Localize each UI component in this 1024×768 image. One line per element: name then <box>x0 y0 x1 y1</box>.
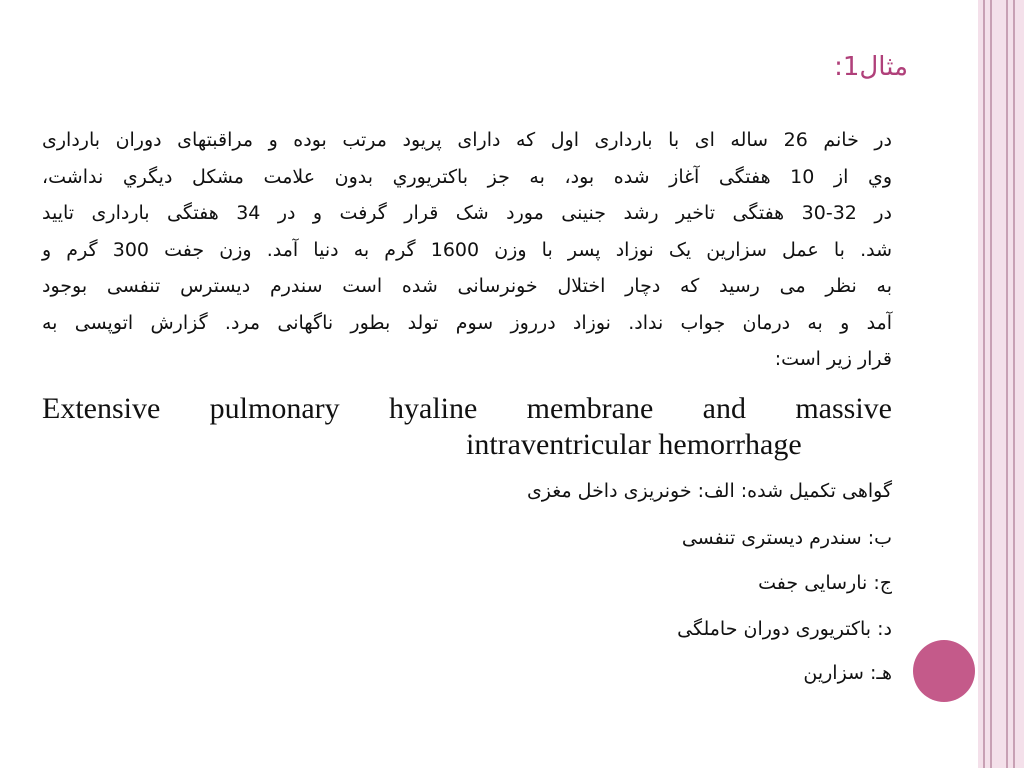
paragraph-line: شد. با عمل سزارین یک نوزاد پسر با وزن 1600 گرم به دنیا آمد. وزن جفت 300 گرم و <box>42 238 892 261</box>
option-d: د: باکتریوری دوران حاملگی <box>677 618 892 640</box>
paragraph-line: به نظر می رسید که دچار اختلال خونرسانی شده است سندرم دیسترس تنفسی بوجود <box>42 275 892 297</box>
option-c: ج: نارسایی جفت <box>758 572 892 594</box>
paragraph-line: در 32-30 هفتگی تاخیر رشد جنینی مورد شک قرار گرفت و در 34 هفتگی بارداری تایید <box>42 202 892 224</box>
border-line <box>983 0 985 768</box>
autopsy-finding-line2: intraventricular hemorrhage <box>466 428 802 461</box>
border-line <box>1006 0 1008 768</box>
option-certified: گواهی تکمیل شده: الف: خونریزی داخل مغزی <box>526 480 892 502</box>
paragraph-line: قرار زیر است: <box>774 348 892 370</box>
case-paragraph <box>42 122 892 378</box>
option-e: هـ: سزارین <box>803 662 892 684</box>
paragraph-line: آمد و به درمان جواب نداد. نوزاد درروز سوم تولد بطور ناگهانی مرد. گزارش اتوپسی به <box>42 311 892 334</box>
autopsy-finding-line1: Extensive pulmonary hyaline membrane and massive <box>42 392 892 425</box>
paragraph-line: وي از 10 هفتگی آغاز شده بود، به جز باکتريوري بدون علامت مشکل ديگري نداشت، <box>42 165 892 188</box>
option-b: ب: سندرم دیستری تنفسی <box>681 527 892 549</box>
decorative-circle <box>913 640 975 702</box>
paragraph-line: در خانم 26 ساله ای با بارداری اول که دارای پریود مرتب بوده و مراقبتهای دوران بارداری <box>42 129 893 151</box>
border-line <box>990 0 992 768</box>
border-line <box>1013 0 1015 768</box>
slide-title: مثال1: <box>834 52 908 82</box>
